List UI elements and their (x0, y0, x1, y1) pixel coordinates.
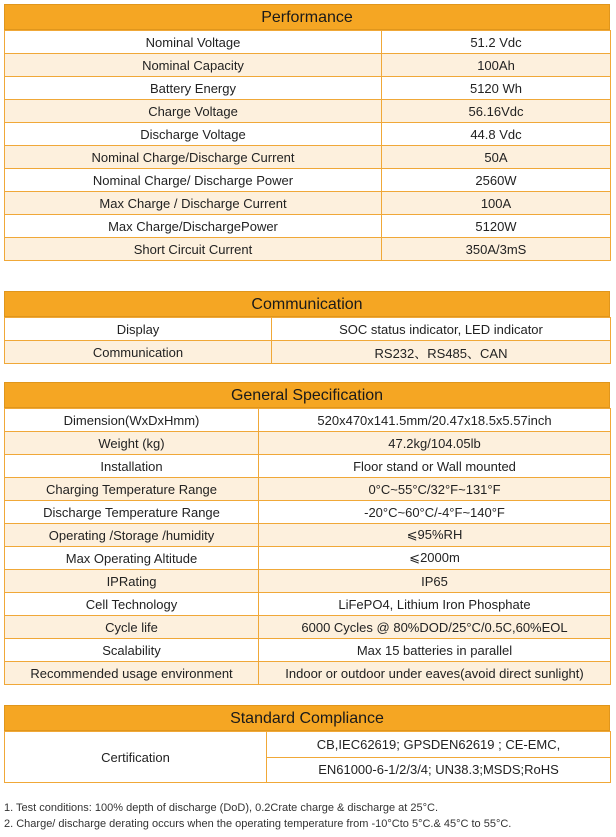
spec-label: IPRating (5, 570, 259, 593)
general-header: General Specification (4, 382, 610, 408)
table-row (5, 455, 611, 478)
spec-value: 2560W (382, 169, 611, 192)
spec-value: 56.16Vdc (382, 100, 611, 123)
table-row (5, 501, 611, 524)
table-row (5, 478, 611, 501)
table-row (5, 616, 611, 639)
spec-value: 100Ah (382, 54, 611, 77)
spec-label: Max Operating Altitude (5, 547, 259, 570)
spec-label: Cell Technology (5, 593, 259, 616)
table-row (5, 318, 611, 341)
spec-label: Charge Voltage (5, 100, 382, 123)
spec-value: 6000 Cycles @ 80%DOD/25°C/0.5C,60%EOL (259, 616, 611, 639)
spec-value: 47.2kg/104.05lb (259, 432, 611, 455)
spec-label: Short Circuit Current (5, 238, 382, 261)
spec-label: Dimension(WxDxHmm) (5, 409, 259, 432)
spec-label: Weight (kg) (5, 432, 259, 455)
compliance-header: Standard Compliance (4, 705, 610, 731)
table-row (5, 547, 611, 570)
footnote-1: 1. Test conditions: 100% depth of discharge (DoD), 0.2Crate charge & discharge at 25°C. (4, 802, 439, 814)
table-row (5, 238, 611, 261)
table-row (5, 409, 611, 432)
certification-value (267, 732, 611, 783)
footnotes (4, 800, 610, 832)
spec-value: ⩽2000m (259, 547, 611, 570)
spec-value: ⩽95%RH (259, 524, 611, 547)
spec-value: 350A/3mS (382, 238, 611, 261)
spec-label: Nominal Charge/ Discharge Power (5, 169, 382, 192)
spec-label: Installation (5, 455, 259, 478)
compliance-table (4, 731, 611, 783)
spec-label: Charging Temperature Range (5, 478, 259, 501)
spec-label: Operating /Storage /humidity (5, 524, 259, 547)
table-row (5, 524, 611, 547)
spec-label: Cycle life (5, 616, 259, 639)
communication-section (4, 291, 610, 364)
certification-label: Certification (5, 732, 267, 783)
spec-value: LiFePO4, Lithium Iron Phosphate (259, 593, 611, 616)
table-row (5, 732, 611, 783)
table-row (5, 192, 611, 215)
table-row (5, 100, 611, 123)
spec-value: Indoor or outdoor under eaves(avoid direct sunlight) (259, 662, 611, 685)
spec-value: RS232、RS485、CAN (272, 341, 611, 364)
spec-label: Display (5, 318, 272, 341)
spec-value: 100A (382, 192, 611, 215)
spec-value: 5120W (382, 215, 611, 238)
spec-value: SOC status indicator, LED indicator (272, 318, 611, 341)
table-row (5, 31, 611, 54)
spec-value: Max 15 batteries in parallel (259, 639, 611, 662)
table-row (5, 123, 611, 146)
spec-label: Battery Energy (5, 77, 382, 100)
table-row (5, 593, 611, 616)
performance-table (4, 30, 611, 261)
footnote-2: 2. Charge/ discharge derating occurs when the operating temperature from -10°Cto 5°C.& 45°C to 55°C. (4, 818, 512, 830)
spec-label: Max Charge/DischargePower (5, 215, 382, 238)
spec-value: 520x470x141.5mm/20.47x18.5x5.57inch (259, 409, 611, 432)
spec-label: Communication (5, 341, 272, 364)
spec-value: 0°C~55°C/32°F~131°F (259, 478, 611, 501)
spec-value: 50A (382, 146, 611, 169)
spec-value: Floor stand or Wall mounted (259, 455, 611, 478)
general-table (4, 408, 611, 685)
spec-label: Nominal Voltage (5, 31, 382, 54)
communication-table (4, 317, 611, 364)
certification-line-2: EN61000-6-1/2/3/4; UN38.3;MSDS;RoHS (318, 762, 559, 777)
table-row (5, 215, 611, 238)
performance-header: Performance (4, 4, 610, 30)
spec-label: Discharge Temperature Range (5, 501, 259, 524)
table-row (5, 432, 611, 455)
spec-value: 44.8 Vdc (382, 123, 611, 146)
table-row (5, 341, 611, 364)
general-section (4, 382, 610, 685)
table-row (5, 77, 611, 100)
spec-label: Max Charge / Discharge Current (5, 192, 382, 215)
table-row (5, 662, 611, 685)
spec-label: Nominal Charge/Discharge Current (5, 146, 382, 169)
performance-section (4, 4, 610, 261)
table-row (5, 54, 611, 77)
table-row (5, 169, 611, 192)
table-row (5, 146, 611, 169)
certification-line-1: CB,IEC62619; GPSDEN62619 ; CE-EMC, (267, 732, 610, 758)
spec-label: Nominal Capacity (5, 54, 382, 77)
spec-label: Discharge Voltage (5, 123, 382, 146)
compliance-section (4, 705, 610, 783)
table-row (5, 639, 611, 662)
communication-header: Communication (4, 291, 610, 317)
spec-value: -20°C~60°C/-4°F~140°F (259, 501, 611, 524)
spec-label: Scalability (5, 639, 259, 662)
spec-label: Recommended usage environment (5, 662, 259, 685)
table-row (5, 570, 611, 593)
spec-value: 5120 Wh (382, 77, 611, 100)
spec-value: IP65 (259, 570, 611, 593)
spec-value: 51.2 Vdc (382, 31, 611, 54)
